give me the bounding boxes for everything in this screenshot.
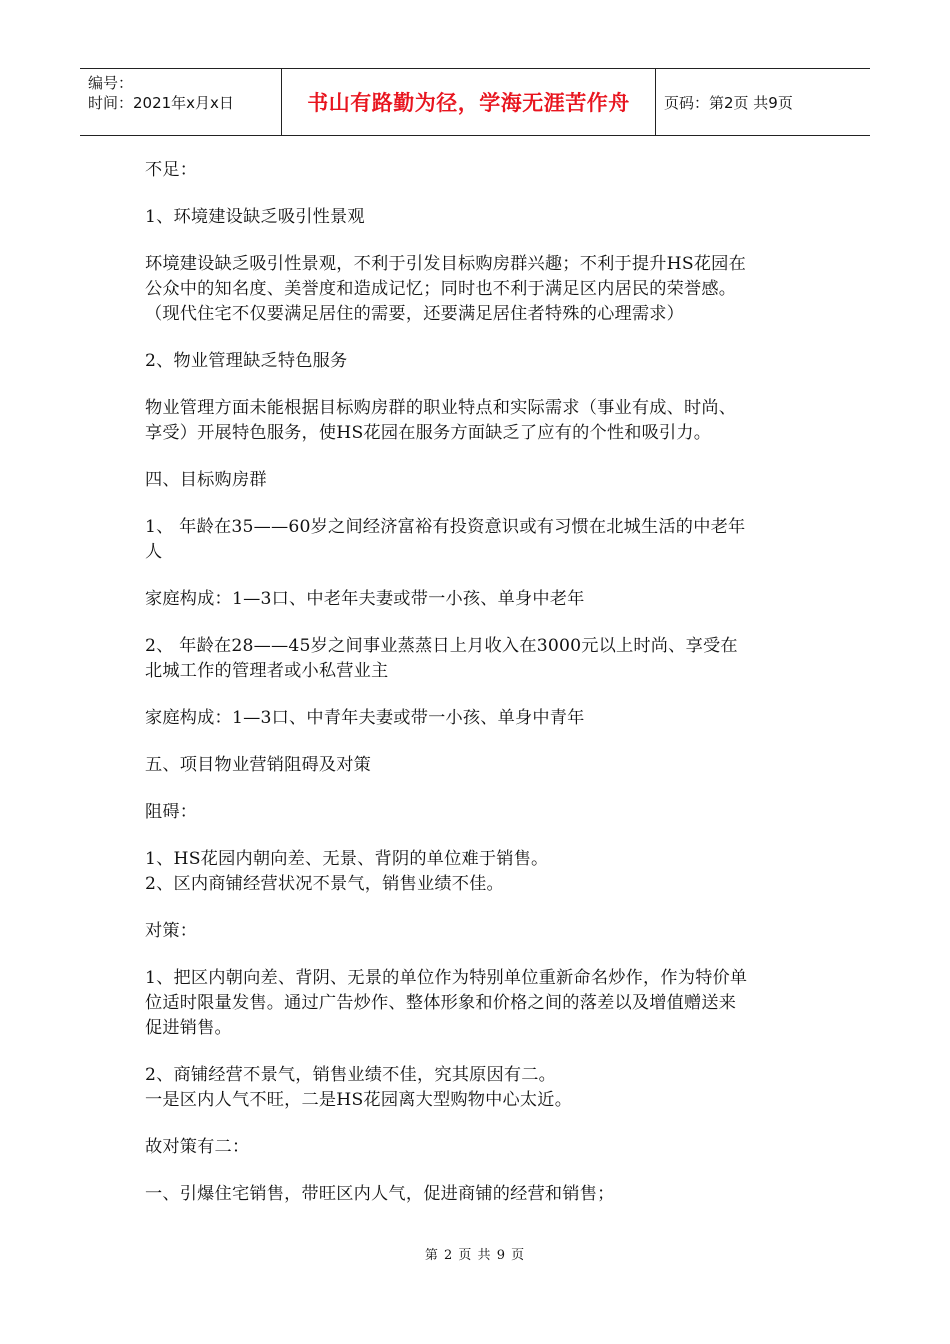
- text-line: 人: [145, 542, 163, 562]
- text-line: 公众中的知名度、美誉度和造成记忆；同时也不利于满足区内居民的荣誉感。: [145, 279, 737, 299]
- document-body: [145, 158, 815, 1229]
- text-line: 位适时限量发售。通过广告炒作、整体形象和价格之间的落差以及增值赠送来: [145, 993, 737, 1013]
- paragraph: [145, 634, 815, 684]
- text-line: 促进销售。: [145, 1018, 232, 1038]
- page-footer: 第 2 页 共 9 页: [424, 1248, 526, 1263]
- paragraph: [145, 1063, 815, 1113]
- text-line: 物业管理方面未能根据目标购房群的职业特点和实际需求（事业有成、时尚、: [145, 398, 737, 418]
- paragraph: [145, 847, 815, 897]
- text-line: 2、区内商铺经营状况不景气，销售业绩不佳。: [145, 874, 504, 894]
- text-line: 家庭构成：1—3口、中青年夫妻或带一小孩、单身中青年: [145, 708, 585, 728]
- paragraph: [145, 205, 815, 230]
- document-number-label: 编号：: [88, 74, 134, 92]
- text-line: 家庭构成：1—3口、中老年夫妻或带一小孩、单身中老年: [145, 589, 585, 609]
- paragraph: [145, 1182, 815, 1207]
- paragraph: [145, 966, 815, 1041]
- text-line: 故对策有二：: [145, 1137, 250, 1157]
- document-time-label: 时间：2021年x月x日: [88, 94, 234, 112]
- paragraph: [145, 800, 815, 825]
- page-header: [80, 68, 870, 136]
- text-line: 2、商铺经营不景气，销售业绩不佳，究其原因有二。: [145, 1065, 557, 1085]
- text-line: 2、物业管理缺乏特色服务: [145, 351, 348, 371]
- header-motto: 书山有路勤为径，学海无涯苦作舟: [282, 69, 656, 135]
- header-meta: [80, 69, 282, 135]
- paragraph: [145, 1135, 815, 1160]
- paragraph: [145, 919, 815, 944]
- text-line: 北城工作的管理者或小私营业主: [145, 661, 389, 681]
- text-line: 四、目标购房群: [145, 470, 267, 490]
- text-line: 一是区内人气不旺，二是HS花园离大型购物中心太近。: [145, 1090, 573, 1110]
- text-line: 1、环境建设缺乏吸引性景观: [145, 207, 365, 227]
- text-line: 五、项目物业营销阻碍及对策: [145, 755, 372, 775]
- paragraph: [145, 706, 815, 731]
- text-line: 一、引爆住宅销售，带旺区内人气，促进商铺的经营和销售；: [145, 1184, 615, 1204]
- text-line: 享受）开展特色服务，使HS花园在服务方面缺乏了应有的个性和吸引力。: [145, 423, 712, 443]
- text-line: 2、 年龄在28——45岁之间事业蒸蒸日上月收入在3000元以上时尚、享受在: [145, 636, 738, 656]
- paragraph: [145, 396, 815, 446]
- header-page-info: 页码：第2页 共9页: [664, 93, 793, 112]
- text-line: 阻碍：: [145, 802, 198, 822]
- paragraph: [145, 515, 815, 565]
- paragraph: [145, 349, 815, 374]
- text-line: 对策：: [145, 921, 198, 941]
- text-line: 环境建设缺乏吸引性景观，不利于引发目标购房群兴趣；不利于提升HS花园在: [145, 254, 746, 274]
- text-line: （现代住宅不仅要满足居住的需要，还要满足居住者特殊的心理需求）: [145, 304, 685, 324]
- paragraph: [145, 587, 815, 612]
- text-line: 1、把区内朝向差、背阴、无景的单位作为特别单位重新命名炒作，作为特价单: [145, 968, 748, 988]
- paragraph: [145, 468, 815, 493]
- paragraph: [145, 252, 815, 327]
- text-line: 不足：: [145, 160, 198, 180]
- text-line: 1、 年龄在35——60岁之间经济富裕有投资意识或有习惯在北城生活的中老年: [145, 517, 746, 537]
- paragraph: [145, 158, 815, 183]
- text-line: 1、HS花园内朝向差、无景、背阴的单位难于销售。: [145, 849, 549, 869]
- paragraph: [145, 753, 815, 778]
